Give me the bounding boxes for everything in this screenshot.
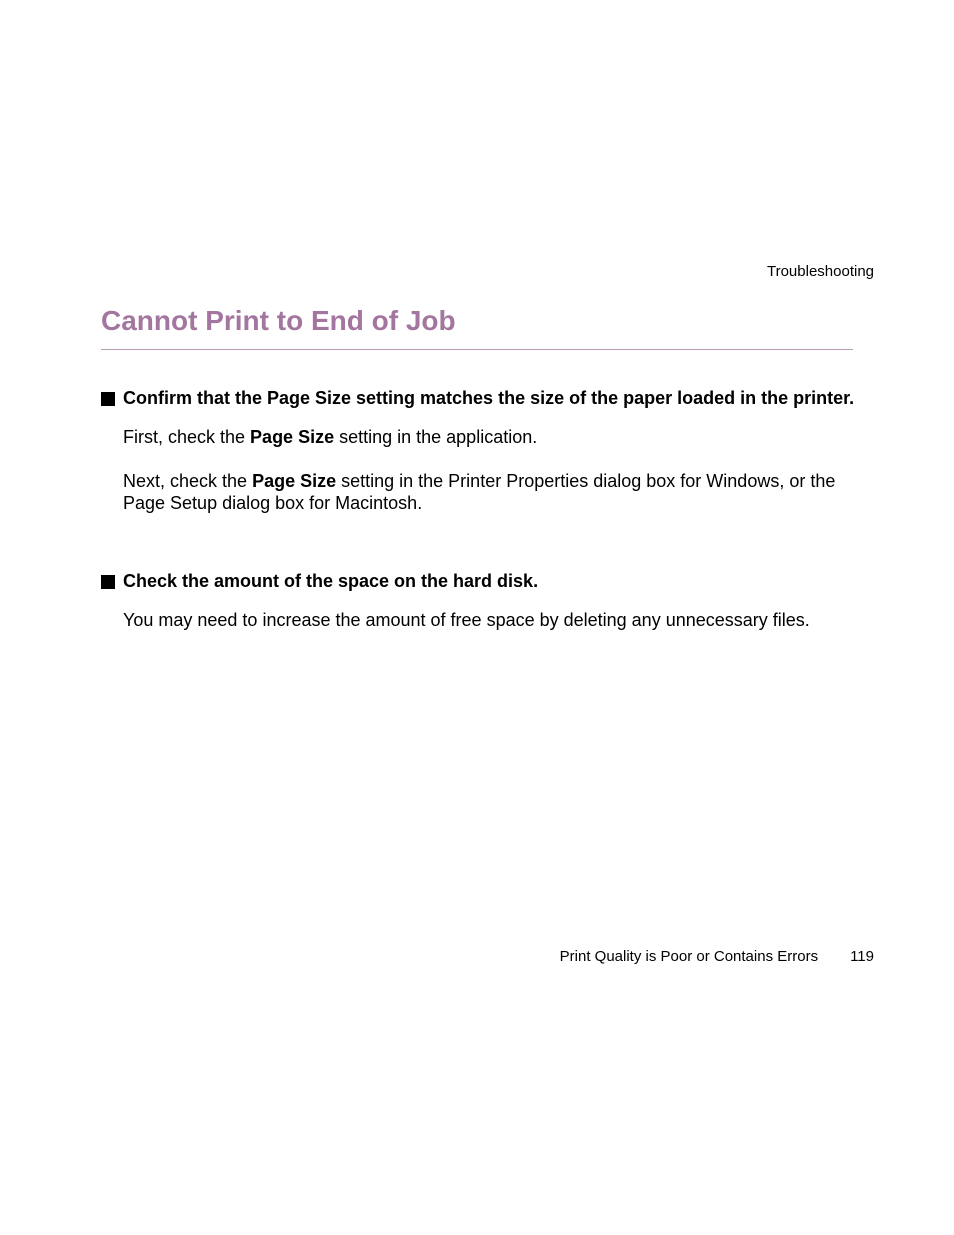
page-number: 119 xyxy=(850,948,874,965)
paragraph-free-space: You may need to increase the amount of free space by deleting any unnecessary files. xyxy=(123,610,810,630)
footer-section-title: Print Quality is Poor or Contains Errors xyxy=(559,948,819,965)
paragraph-check-application xyxy=(101,426,861,448)
square-bullet-icon xyxy=(101,392,115,406)
paragraph-check-dialog xyxy=(101,470,861,514)
paragraph-text: setting in the Printer Properties dialog box for Windows, or the Page Setup dialog box for Macintosh. xyxy=(123,471,836,513)
square-bullet-icon xyxy=(101,575,115,589)
paragraph-text: First, check the xyxy=(123,427,251,447)
bold-term: Page Size xyxy=(250,427,335,447)
bullet-heading xyxy=(101,570,861,592)
bullet-item-disk-space xyxy=(101,570,861,631)
bullet-item-page-size xyxy=(101,387,861,514)
bullet-heading-text: Confirm that the Page Size setting matches the size of the paper loaded in the printer. xyxy=(123,388,855,408)
running-footer xyxy=(560,948,874,966)
paragraph-text: Next, check the xyxy=(123,471,253,491)
title-divider xyxy=(101,349,853,350)
bullet-heading-text: Check the amount of the space on the hard disk. xyxy=(123,571,539,591)
running-header: Troubleshooting xyxy=(766,263,874,280)
page-title: Cannot Print to End of Job xyxy=(101,305,456,336)
bold-term: Page Size xyxy=(252,471,337,491)
paragraph-text: setting in the application. xyxy=(334,427,538,447)
bullet-heading xyxy=(101,387,861,409)
